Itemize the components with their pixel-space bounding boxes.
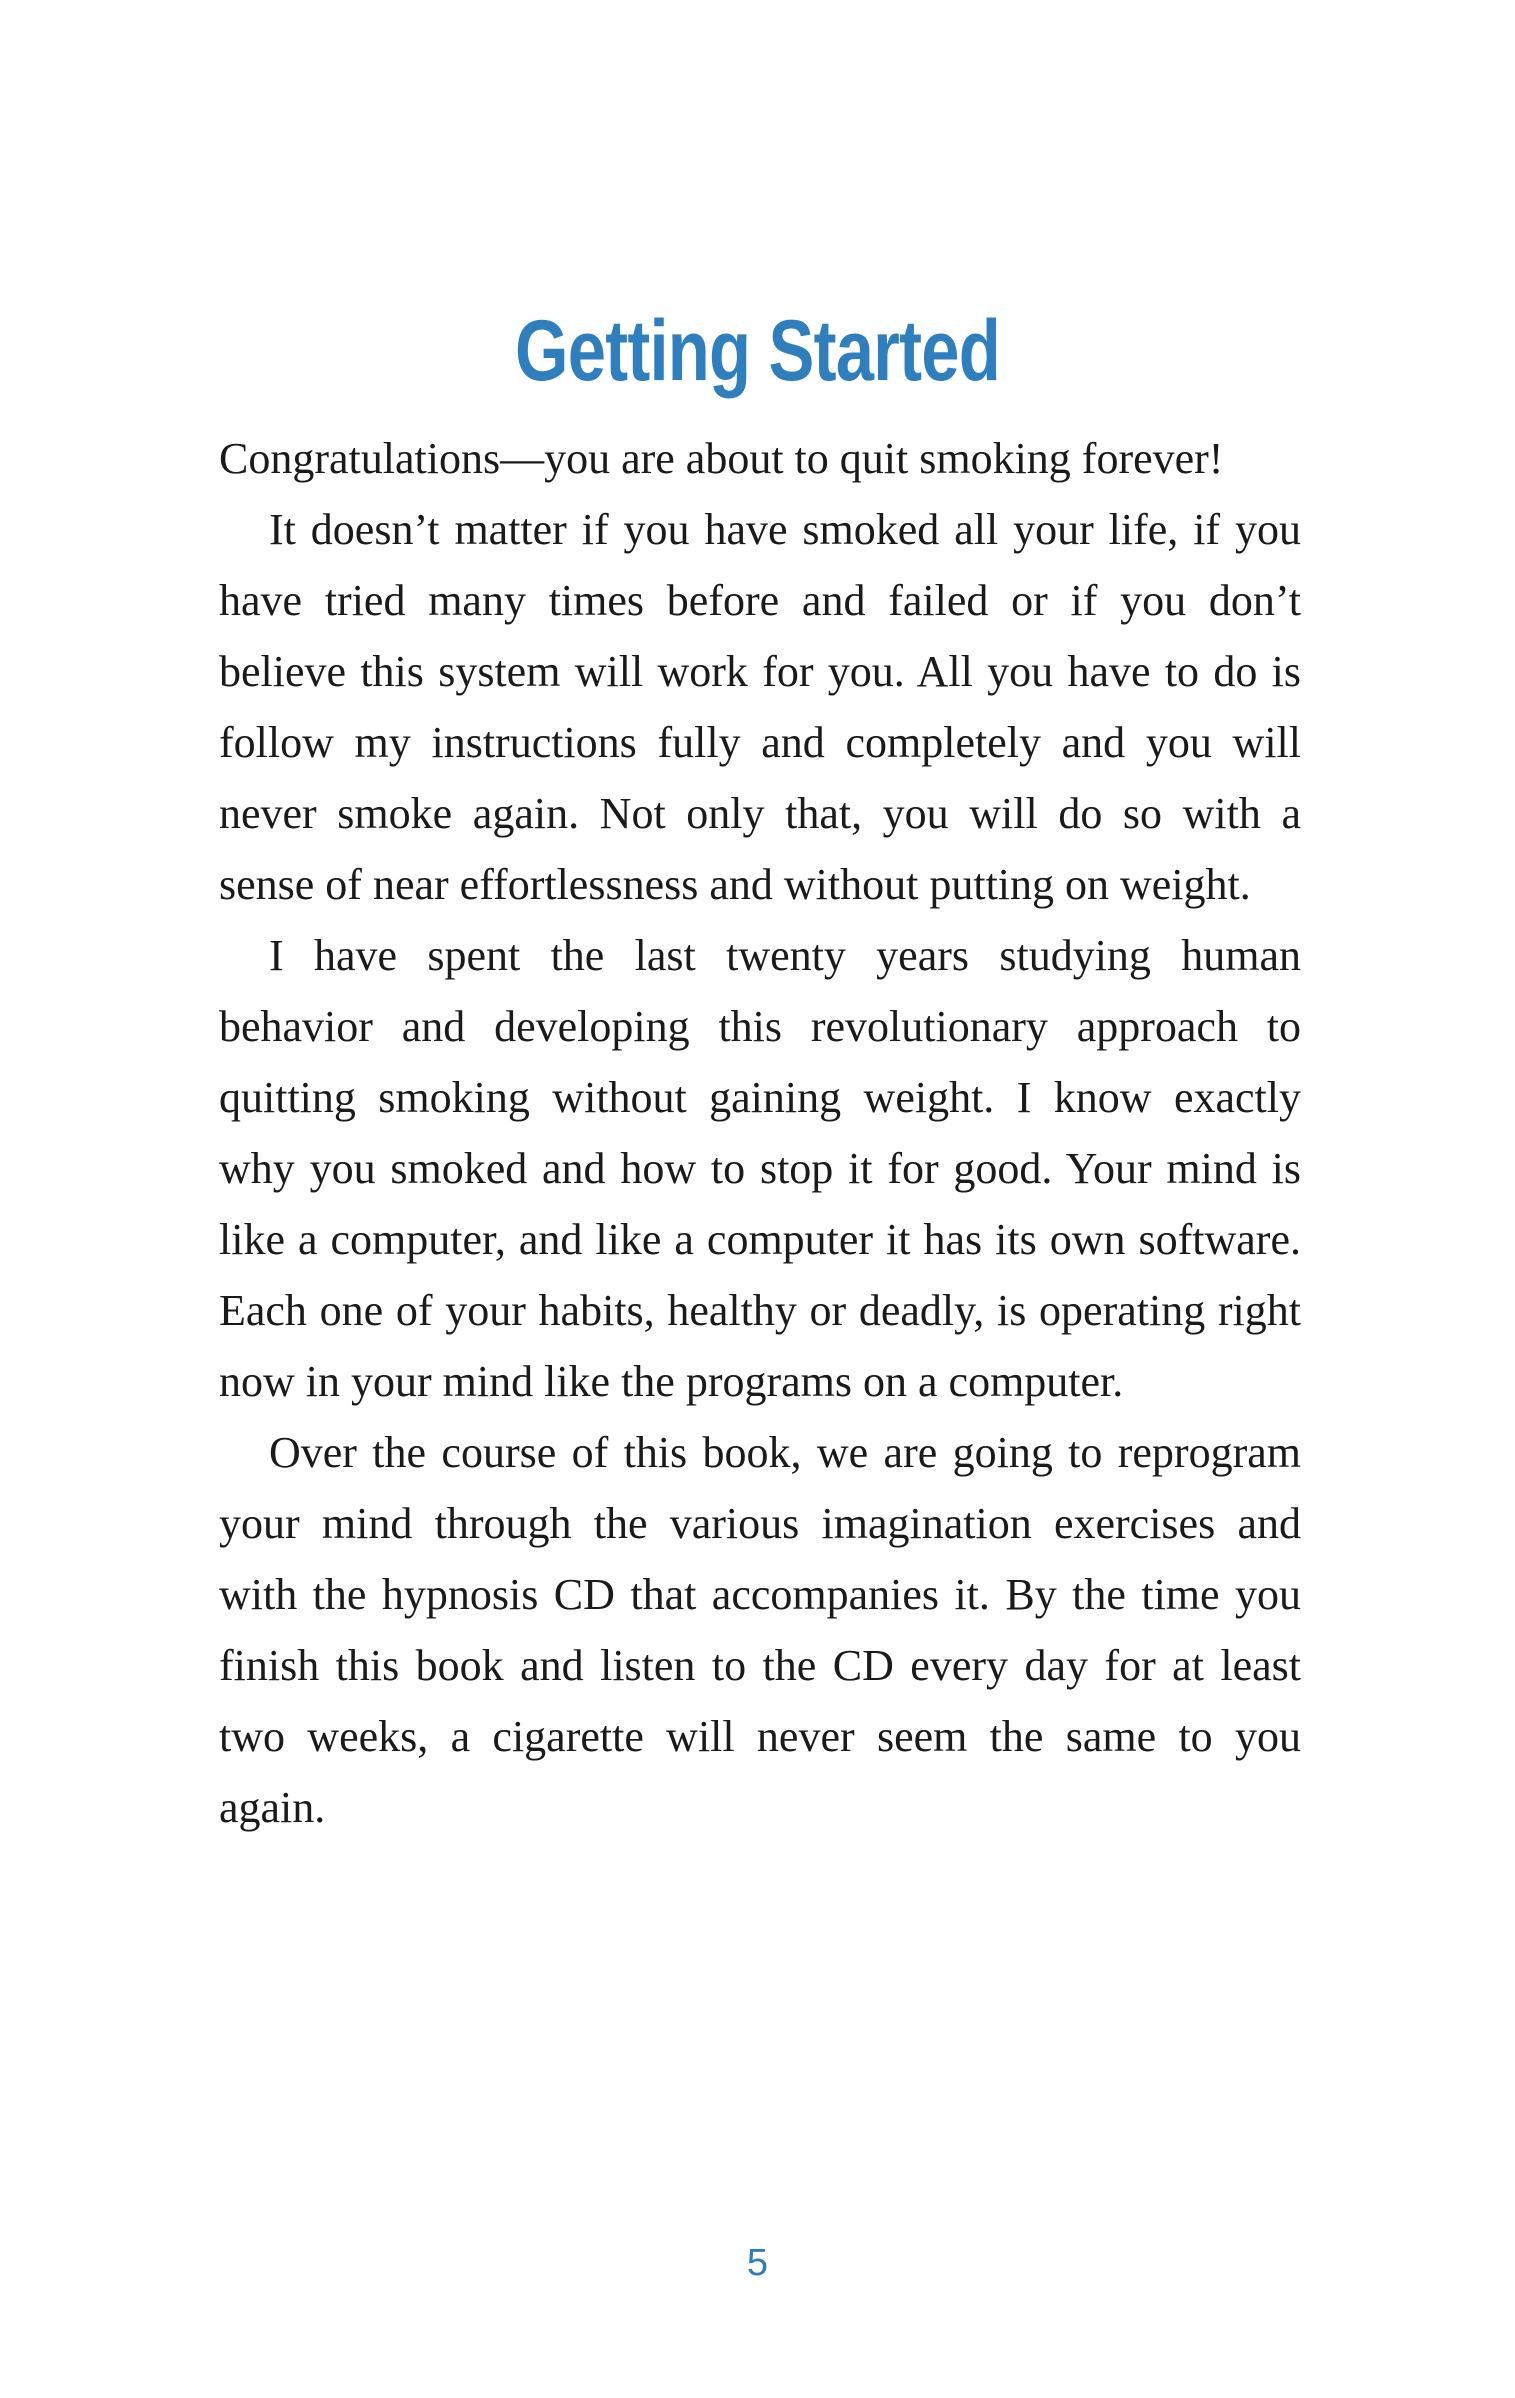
paragraph-4: Over the course of this book, we are going to reprogram your mind through the various imagination exercises and with the hypnosis CD that accompanies it. By the time you finish this book and listen to the CD every day for at least two weeks, a cigarette will never seem the same to you again. [219, 1428, 1301, 1832]
paragraph-3: I have spent the last twenty years studying human behavior and developing this revolutionary approach to quitting smoking without gaining weight. I know exactly why you smoked and how to stop it for good. Your mind is like a computer, and like a computer it has its own software. Each one of your habits, healthy or deadly, is operating right now in your mind like the programs on a computer. [219, 931, 1301, 1406]
page-number: 5 [746, 2242, 769, 2284]
paragraph-2: It doesn’t matter if you have smoked all your life, if you have tried many times before and failed or if you don’t believe this system will work for you. All you have to do is follow my instructions fully and completely and you will never smoke again. Not only that, you will do so with a sense of near effortlessness and without putting on weight. [219, 505, 1301, 909]
chapter-title: Getting Started [515, 302, 1000, 399]
paragraph-1: Congratulations—you are about to quit smoking forever! [219, 434, 1224, 483]
chapter-body [219, 423, 1301, 1843]
